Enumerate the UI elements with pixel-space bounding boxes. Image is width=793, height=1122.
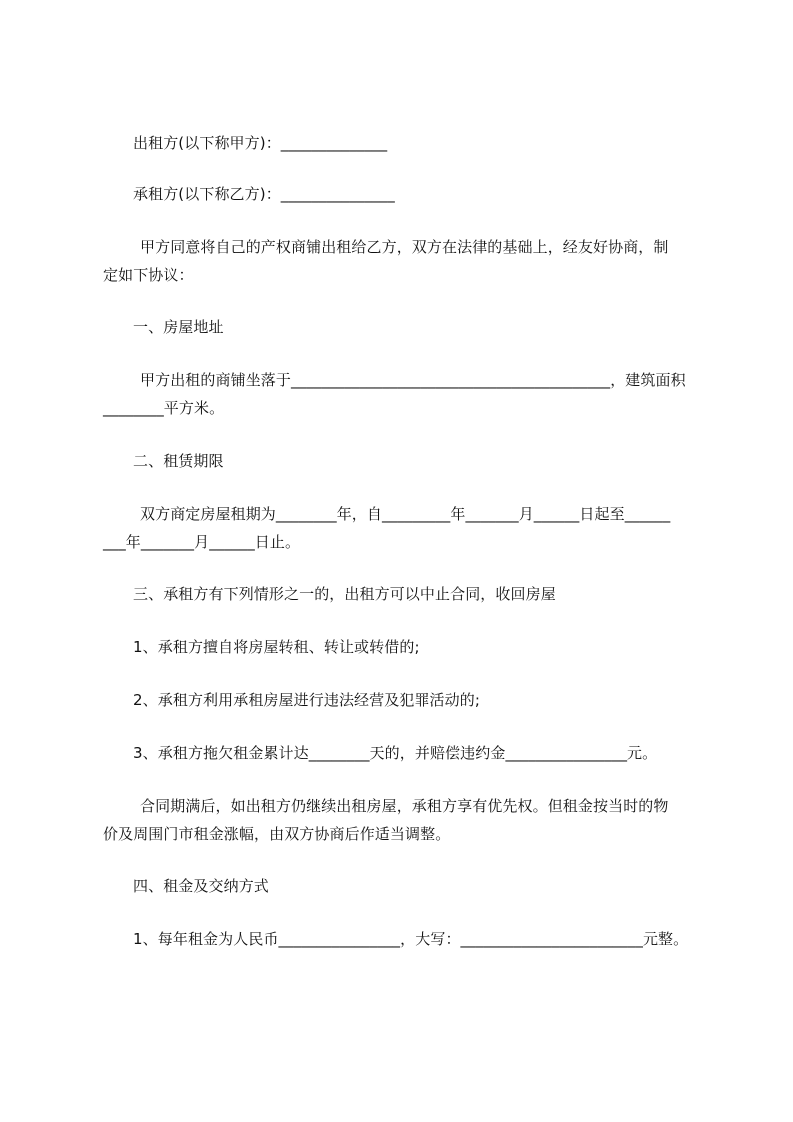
- rent-item-1: 1、每年租金为人民币________________，大写：________________________元整。: [133, 930, 689, 948]
- section-heading-address: 一、房屋地址: [133, 318, 224, 336]
- renewal-paragraph-line-1: 合同期满后，如出租方仍继续出租房屋，承租方享有优先权。但租金按当时的物: [140, 797, 669, 815]
- lessor-line: 出租方(以下称甲方)：______________: [133, 134, 388, 152]
- lessee-line: 承租方(以下称乙方)：_______________: [133, 185, 395, 203]
- address-paragraph-line-2: ________平方米。: [103, 399, 225, 417]
- address-paragraph-line-1: 甲方出租的商铺坐落于__________________________________________，建筑面积: [140, 371, 686, 389]
- term-paragraph-line-2: ___年_______月______日止。: [103, 533, 301, 551]
- termination-item-2: 2、承租方利用承租房屋进行违法经营及犯罪活动的;: [133, 691, 480, 709]
- intro-paragraph-line-1: 甲方同意将自己的产权商铺出租给乙方，双方在法律的基础上，经友好协商，制: [140, 238, 669, 256]
- section-heading-term: 二、租赁期限: [133, 452, 224, 470]
- intro-paragraph-line-2: 定如下协议：: [103, 266, 194, 284]
- termination-item-3: 3、承租方拖欠租金累计达________天的，并赔偿违约金________________元。: [133, 744, 658, 762]
- renewal-paragraph-line-2: 价及周围门市租金涨幅，由双方协商后作适当调整。: [103, 825, 451, 843]
- section-heading-rent: 四、租金及交纳方式: [133, 877, 269, 895]
- termination-item-1: 1、承租方擅自将房屋转租、转让或转借的;: [133, 638, 420, 656]
- section-heading-termination: 三、承租方有下列情形之一的，出租方可以中止合同，收回房屋: [133, 585, 556, 603]
- term-paragraph-line-1: 双方商定房屋租期为________年，自_________年_______月______日起至______: [140, 505, 671, 523]
